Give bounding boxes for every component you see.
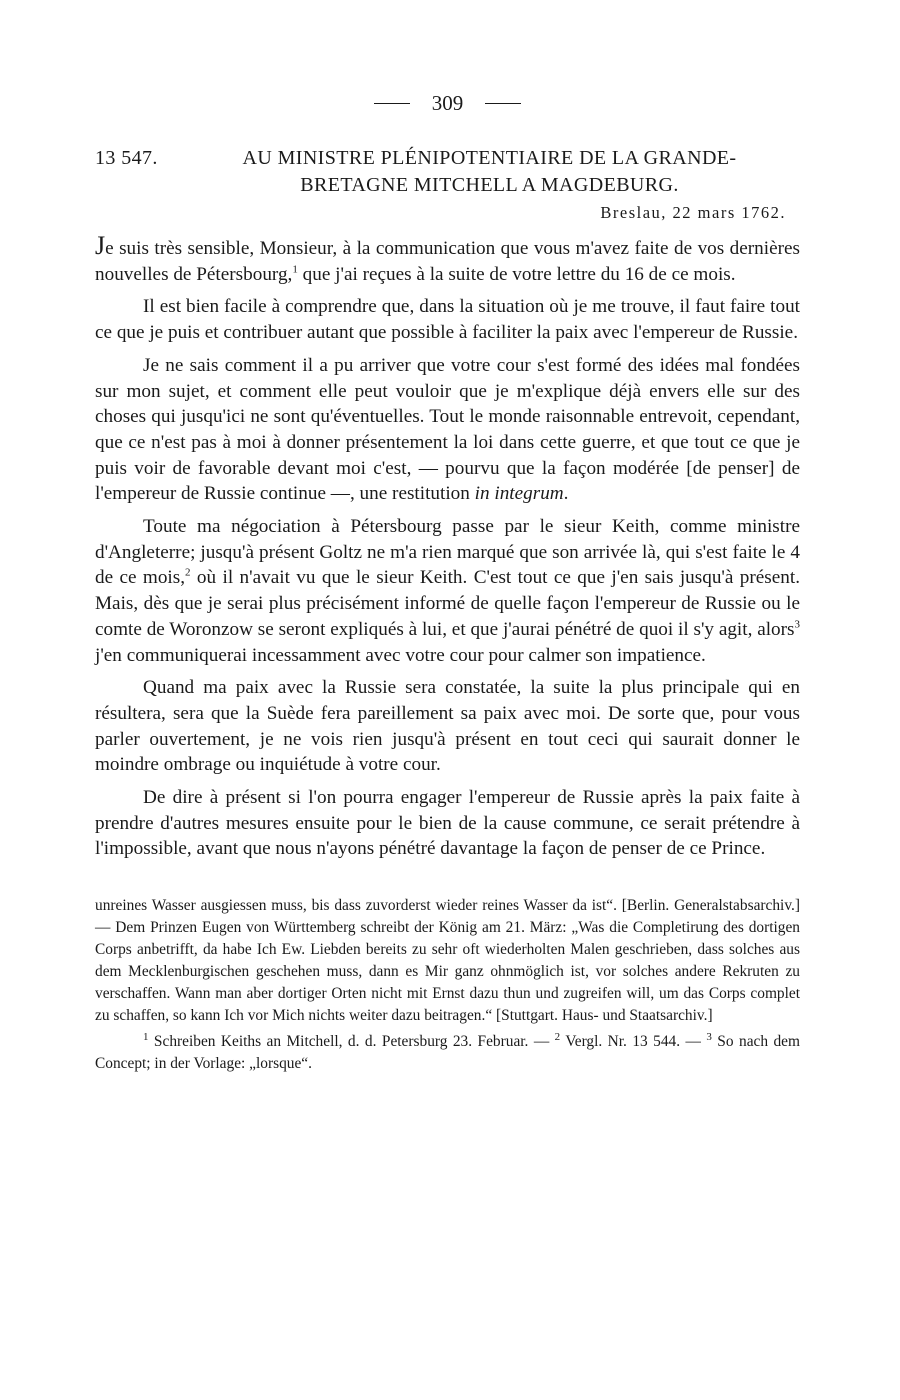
paragraph-4-text-b: où il n'avait vu que le sieur Keith. C'est tout ce que j'en sais jusqu'à présent. Mais, dès que je serai plus précisément informé de quelle façon l'empereur de Russie ou le comte de Woronzow se seront expliqués à lui, et que j'aurai pénétré de quoi il s'y agit, alors bbox=[95, 567, 800, 640]
footnotes bbox=[95, 895, 800, 1075]
paragraph-4 bbox=[95, 514, 800, 668]
paragraph-4-text-a: Toute ma négociation à Pétersbourg passe par le sieur Keith, comme ministre d'Angleterre; jusqu'à présent Goltz ne m'a rien marqué que son arrivée là, qui s'est faite le 4 de ce mois, bbox=[95, 516, 800, 589]
paragraph-6: De dire à présent si l'on pourra engager l'empereur de Russie après la paix faite à prendre d'autres mesures ensuite pour le bien de la cause commune, ce serait prétendre à l'impossible, avant que nous n'ayons pénétré davantage la façon de penser de ce Prince. bbox=[95, 787, 800, 860]
footnote-mark-3: 3 bbox=[706, 1031, 712, 1044]
paragraph-4-text-c: j'en communiquerai incessamment avec votre cour pour calmer son impatience. bbox=[95, 644, 706, 666]
paragraph-5: Quand ma paix avec la Russie sera constatée, la suite la plus principale qui en résultera, sera que la Suède fera pareillement sa paix avec moi. De sorte que, pour vous parler ouvertement, je ne vois rien jusqu'à présent en tout ceci qui saurait donner le moindre ombrage ou inquiétude à votre cour. bbox=[95, 677, 800, 776]
paragraph-1-text-b: que j'ai reçues à la suite de votre lettre du 16 de ce mois. bbox=[297, 263, 736, 285]
latin-phrase: in integrum bbox=[474, 483, 564, 505]
letter-title-line-1: AU MINISTRE PLÉNIPOTENTIAIRE DE LA GRANDE- bbox=[242, 147, 737, 169]
page-header bbox=[95, 85, 800, 121]
paragraph-3-text-a: Je ne sais comment il a pu arriver que votre cour s'est formé des idées mal fondées sur mon sujet, et comment elle peut vouloir que je m'explique déjà envers elle sur des choses qui jusqu'ici ne sont qu'éventuelles. Tout le monde raisonnable entrevoit, cependant, que ce n'est pas à moi à donner présentement la loi dans cette guerre, et que tout ce que je puis voir de favorable devant moi c'est, — pourvu que la façon modérée [de penser] de l'empereur de Russie continue —, une restitution bbox=[95, 354, 800, 505]
letter-body bbox=[95, 233, 800, 862]
continued-note: unreines Wasser ausgiessen muss, bis dass zuvorderst wieder reines Wasser da ist“. [Berlin. Generalstabsarchiv.] — Dem Prinzen Eugen von Württemberg schreibt der König am 21. März: „Was die Completirung des dortigen Corps anbetrifft, da habe Ich Ew. Liebden bereits zu sehr oft wiederholten Malen geschrieben, dass solches aus dem Mecklenburgischen geschehen muss, dann es Mir ganz ohnmöglich ist, vor solches andere Rekruten zu verschaffen. Wann man aber dortiger Orten nicht mit Ernst dazu thun und zugreifen will, um das Corps complet zu schaffen, so kann Ich vor Mich nichts weiter dazu beitragen.“ [Stuttgart. Haus- und Staatsarchiv.] bbox=[95, 897, 800, 1025]
letter-number: 13 547. bbox=[95, 147, 158, 169]
paragraph-1 bbox=[95, 233, 800, 287]
notes-spacer bbox=[95, 869, 800, 895]
footnote-mark-2: 2 bbox=[554, 1031, 561, 1044]
header-rule-left bbox=[374, 103, 410, 104]
footnote-list bbox=[95, 1031, 800, 1075]
letter-title-line-2: BRETAGNE MITCHELL A MAGDEBURG. bbox=[300, 174, 679, 196]
footnote-3-text: So nach dem Concept; in der Vorlage: „lorsque“. bbox=[95, 1033, 800, 1073]
initial-letter: J bbox=[95, 231, 106, 260]
paragraph-2: Il est bien facile à comprendre que, dans la situation où je me trouve, il faut faire tout ce que je puis et contribuer autant que possible à faciliter la paix avec l'empereur de Russie. bbox=[95, 296, 800, 344]
footnote-mark-1: 1 bbox=[143, 1031, 149, 1044]
footnote-2-text: Vergl. Nr. 13 544. — bbox=[560, 1033, 707, 1051]
footnote-ref-1: 1 bbox=[292, 263, 298, 276]
page-number: 309 bbox=[431, 90, 464, 115]
paragraph-3-text-b: . bbox=[563, 483, 569, 505]
paragraph-3 bbox=[95, 353, 800, 507]
header-rule-right bbox=[485, 103, 521, 104]
letter-heading bbox=[95, 145, 800, 199]
footnote-1-text: Schreiben Keiths an Mitchell, d. d. Petersburg 23. Februar. — bbox=[148, 1033, 555, 1051]
book-page bbox=[95, 85, 800, 1079]
footnote-ref-3: 3 bbox=[794, 618, 800, 631]
place-date: Breslau, 22 mars 1762. bbox=[600, 203, 786, 222]
paragraph-1-text-a: e suis très sensible, Monsieur, à la communication que vous m'avez faite de vos dernières nouvelles de Pétersbourg, bbox=[95, 238, 800, 285]
letter-title bbox=[187, 145, 800, 199]
footnote-ref-2: 2 bbox=[185, 567, 191, 580]
